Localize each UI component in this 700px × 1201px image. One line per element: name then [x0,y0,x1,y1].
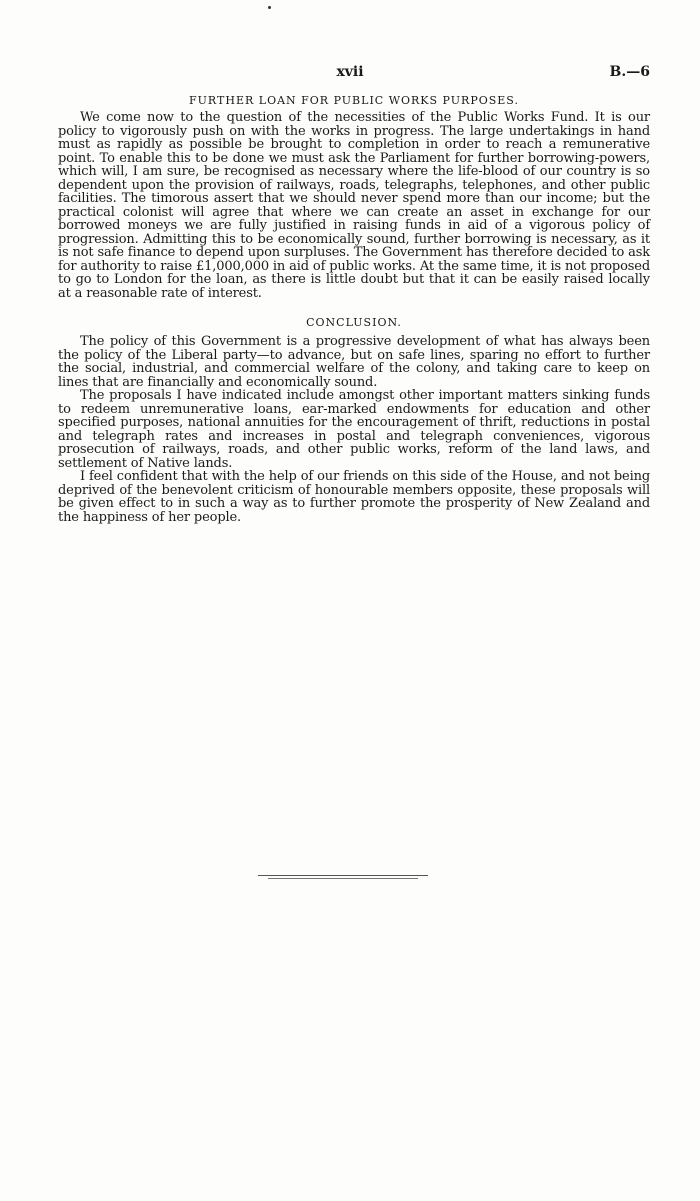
page-number: xvii [336,64,364,80]
paragraph-conclusion-closing: I feel confident that with the help of our friends on this side of the House, and not being deprived of the benevolent criticism of honourable members opposite, these proposals will be given effect to in such a way as to further promote the prosperity of New Zealand and the happiness of her people. [58,469,650,525]
section-heading-public-works-loan: FURTHER LOAN FOR PUBLIC WORKS PURPOSES. [189,94,519,107]
paragraph-conclusion-proposals: The proposals I have indicated include amongst other important matters sinking funds to redeem unremunerative loans, ear-marked endowments for education and other specified purposes, national annuities for the encouragement of thrift, reductions in postal and telegraph rates and increases in postal and telegraph conveniences, vigorous prosecution of railways, roads, and other public works, reform of the land laws, and settlement of Native lands. [58,388,650,471]
end-rule-secondary [268,878,418,879]
paragraph-public-works-loan: We come now to the question of the necessities of the Public Works Fund. It is our policy to vigorously push on with the works in progress. The large undertakings in hand must as rapidly as possible be brought to completion in order to reach a remunerative point. To enable this to be done we must ask the Parliament for further borrowing-powers, which will, I am sure, be recognised as necessary where the life-blood of our country is so dependent upon the provision of railways, roads, telegraphs, telephones, and other public facilities. The timorous assert that we should never spend more than our income; but the practical colonist will agree that where we can create an asset in exchange for our borrowed moneys we are fully justified in raising funds in aid of a vigorous policy of progression. Admitting this to be economically sound, further borrowing is necessary, as it is not safe finance to depend upon surpluses. The Government has therefore decided to ask for authority to raise £1,000,000 in aid of public works. At the same time, it is not proposed to go to London for the loan, as there is little doubt but that it can be easily raised locally at a reasonable rate of interest. [58,110,650,301]
scan-speck [268,6,271,9]
section-heading-conclusion: CONCLUSION. [306,316,402,329]
paragraph-conclusion-policy: The policy of this Government is a progressive development of what has always been the policy of the Liberal party—to advance, but on safe lines, sparing no effort to further the social, industrial, and commercial welfare of the colony, and taking care to keep on lines that are financially and economically sound. [58,334,650,390]
end-rule [258,875,428,876]
body-text [58,94,650,524]
document-reference: B.—6 [609,64,650,80]
